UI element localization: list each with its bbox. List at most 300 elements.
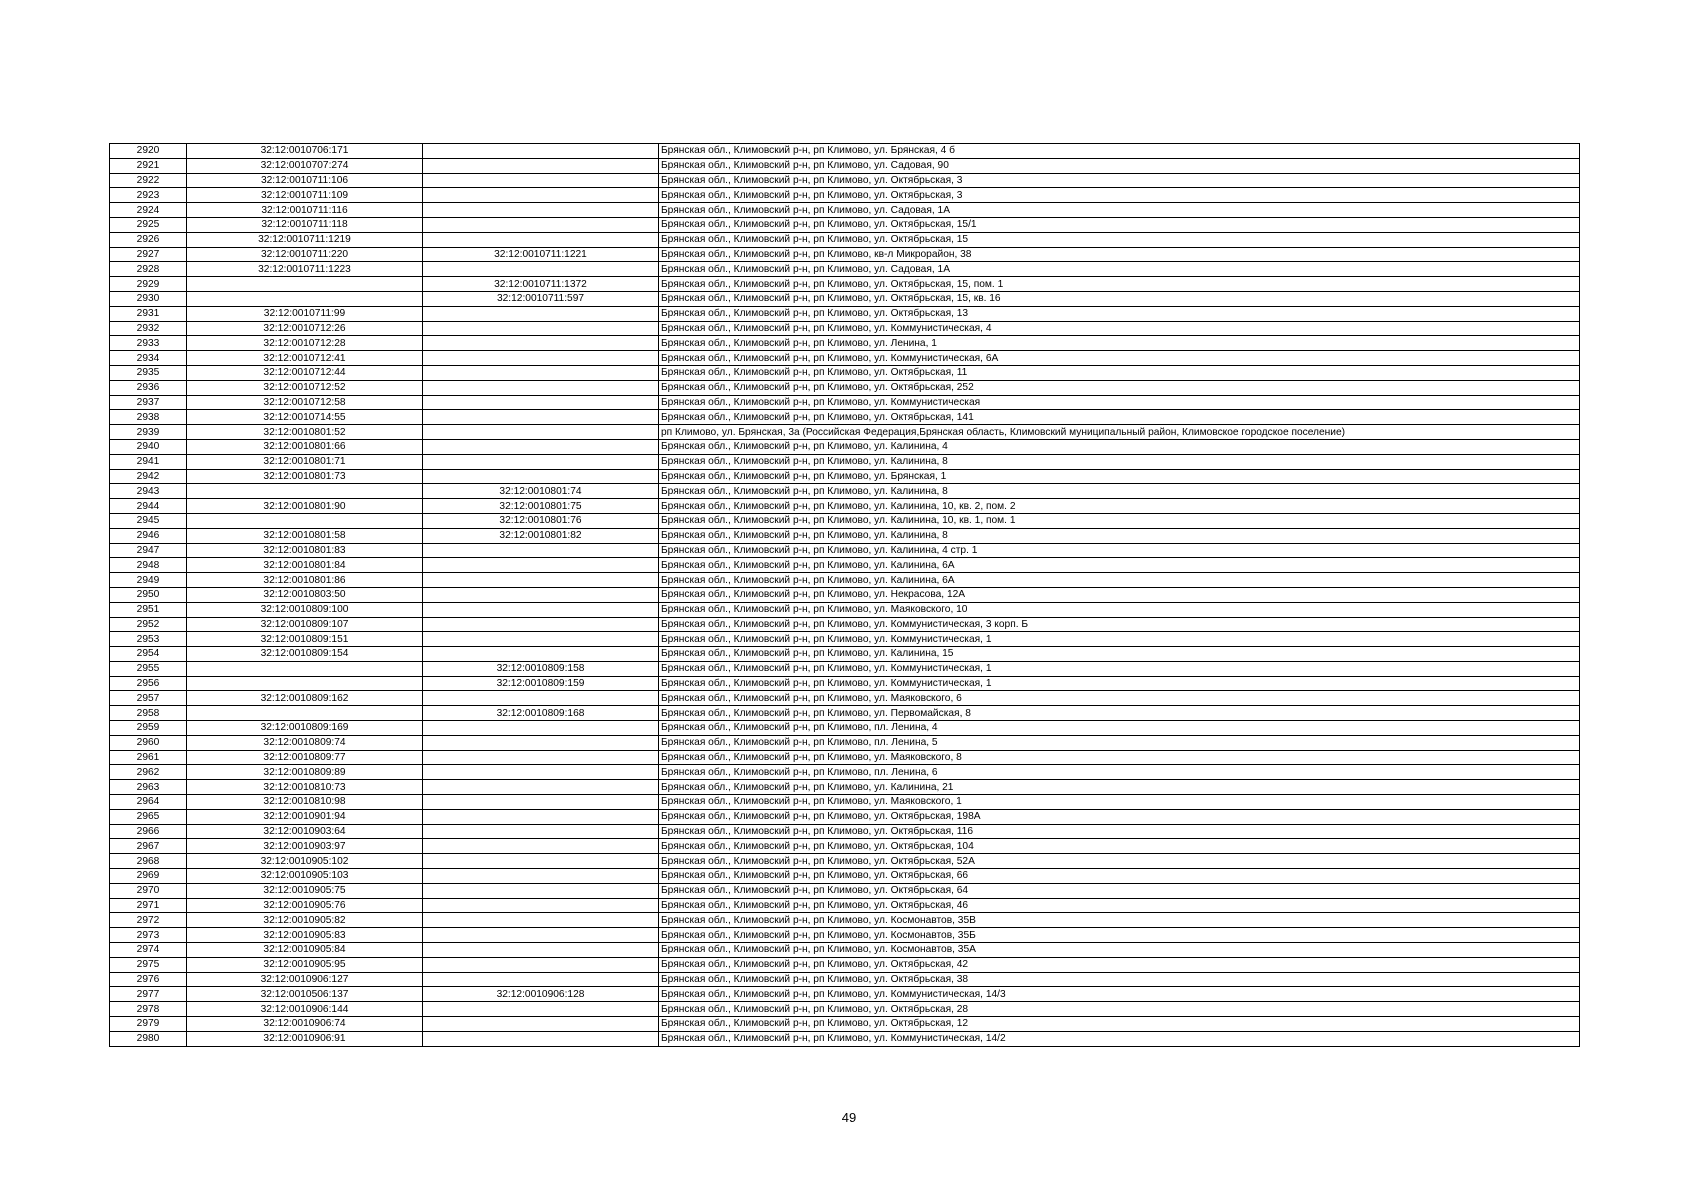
row-number-cell: 2969 — [110, 869, 187, 884]
address-cell: Брянская обл., Климовский р-н, рп Климово, ул. Садовая, 1А — [659, 262, 1580, 277]
cadastral-number-cell: 32:12:0010711:116 — [187, 203, 423, 218]
address-cell: Брянская обл., Климовский р-н, рп Климово, ул. Калинина, 4 стр. 1 — [659, 543, 1580, 558]
cadastral-number-cell: 32:12:0010712:58 — [187, 395, 423, 410]
cadastral-number-cell: 32:12:0010809:74 — [187, 735, 423, 750]
table-row — [110, 395, 1580, 410]
address-cell: Брянская обл., Климовский р-н, рп Климово, ул. Октябрьская, 15, кв. 16 — [659, 291, 1580, 306]
related-cadastral-number-cell — [423, 1017, 659, 1032]
address-cell: Брянская обл., Климовский р-н, рп Климово, ул. Октябрьская, 28 — [659, 1002, 1580, 1017]
table-row — [110, 824, 1580, 839]
related-cadastral-number-cell — [423, 573, 659, 588]
row-number-cell: 2957 — [110, 691, 187, 706]
table-row — [110, 454, 1580, 469]
cadastral-number-cell: 32:12:0010801:71 — [187, 454, 423, 469]
cadastral-number-cell: 32:12:0010905:82 — [187, 913, 423, 928]
table-row — [110, 558, 1580, 573]
row-number-cell: 2928 — [110, 262, 187, 277]
row-number-cell: 2951 — [110, 602, 187, 617]
table-row — [110, 247, 1580, 262]
cadastral-number-cell: 32:12:0010905:103 — [187, 869, 423, 884]
address-cell: Брянская обл., Климовский р-н, рп Климово, ул. Октябрьская, 15, пом. 1 — [659, 277, 1580, 292]
related-cadastral-number-cell — [423, 203, 659, 218]
row-number-cell: 2960 — [110, 735, 187, 750]
table-row — [110, 351, 1580, 366]
related-cadastral-number-cell — [423, 869, 659, 884]
page-number: 49 — [841, 1110, 857, 1125]
address-cell: Брянская обл., Климовский р-н, рп Климово, ул. Коммунистическая, 1 — [659, 676, 1580, 691]
row-number-cell: 2965 — [110, 809, 187, 824]
related-cadastral-number-cell — [423, 750, 659, 765]
cadastral-number-cell: 32:12:0010809:107 — [187, 617, 423, 632]
related-cadastral-number-cell — [423, 306, 659, 321]
cadastral-number-cell — [187, 277, 423, 292]
address-cell: Брянская обл., Климовский р-н, рп Климово, ул. Калинина, 10, кв. 1, пом. 1 — [659, 513, 1580, 528]
cadastral-number-cell — [187, 484, 423, 499]
related-cadastral-number-cell — [423, 144, 659, 159]
address-cell: Брянская обл., Климовский р-н, рп Климово, ул. Октябрьская, 13 — [659, 306, 1580, 321]
related-cadastral-number-cell — [423, 158, 659, 173]
table-row — [110, 543, 1580, 558]
table-row — [110, 262, 1580, 277]
row-number-cell: 2927 — [110, 247, 187, 262]
table-row — [110, 957, 1580, 972]
address-cell: Брянская обл., Климовский р-н, рп Климово, ул. Первомайская, 8 — [659, 706, 1580, 721]
related-cadastral-number-cell — [423, 824, 659, 839]
cadastral-number-cell: 32:12:0010706:171 — [187, 144, 423, 159]
related-cadastral-number-cell — [423, 972, 659, 987]
row-number-cell: 2930 — [110, 291, 187, 306]
address-cell: рп Климово, ул. Брянская, 3а (Российская Федерация,Брянская область, Климовский муниципальный район, Климовское городское поселение) — [659, 425, 1580, 440]
row-number-cell: 2932 — [110, 321, 187, 336]
row-number-cell: 2921 — [110, 158, 187, 173]
cadastral-number-cell: 32:12:0010809:151 — [187, 632, 423, 647]
related-cadastral-number-cell: 32:12:0010801:74 — [423, 484, 659, 499]
cadastral-number-cell: 32:12:0010905:75 — [187, 883, 423, 898]
related-cadastral-number-cell — [423, 558, 659, 573]
row-number-cell: 2936 — [110, 380, 187, 395]
table-row — [110, 735, 1580, 750]
address-cell: Брянская обл., Климовский р-н, рп Климово, ул. Октябрьская, 46 — [659, 898, 1580, 913]
address-cell: Брянская обл., Климовский р-н, рп Климово, ул. Коммунистическая, 14/3 — [659, 987, 1580, 1002]
cadastral-number-cell: 32:12:0010711:1219 — [187, 232, 423, 247]
table-row — [110, 721, 1580, 736]
row-number-cell: 2944 — [110, 499, 187, 514]
cadastral-number-cell: 32:12:0010809:89 — [187, 765, 423, 780]
cadastral-number-cell: 32:12:0010801:90 — [187, 499, 423, 514]
related-cadastral-number-cell: 32:12:0010801:76 — [423, 513, 659, 528]
row-number-cell: 2973 — [110, 928, 187, 943]
related-cadastral-number-cell — [423, 469, 659, 484]
related-cadastral-number-cell: 32:12:0010906:128 — [423, 987, 659, 1002]
row-number-cell: 2942 — [110, 469, 187, 484]
cadastral-number-cell: 32:12:0010711:109 — [187, 188, 423, 203]
table-row — [110, 972, 1580, 987]
related-cadastral-number-cell — [423, 188, 659, 203]
related-cadastral-number-cell — [423, 928, 659, 943]
table-row — [110, 913, 1580, 928]
table-row — [110, 750, 1580, 765]
row-number-cell: 2972 — [110, 913, 187, 928]
table-row — [110, 898, 1580, 913]
address-cell: Брянская обл., Климовский р-н, рп Климово, ул. Маяковского, 6 — [659, 691, 1580, 706]
cadastral-number-cell: 32:12:0010801:86 — [187, 573, 423, 588]
table-row — [110, 809, 1580, 824]
row-number-cell: 2954 — [110, 647, 187, 662]
table-row — [110, 883, 1580, 898]
table-row — [110, 928, 1580, 943]
address-cell: Брянская обл., Климовский р-н, рп Климово, ул. Калинина, 8 — [659, 528, 1580, 543]
registry-table — [109, 143, 1580, 1047]
address-cell: Брянская обл., Климовский р-н, рп Климово, ул. Октябрьская, 64 — [659, 883, 1580, 898]
cadastral-number-cell: 32:12:0010712:28 — [187, 336, 423, 351]
related-cadastral-number-cell: 32:12:0010809:159 — [423, 676, 659, 691]
cadastral-number-cell: 32:12:0010803:50 — [187, 587, 423, 602]
table-row — [110, 1002, 1580, 1017]
table-row — [110, 839, 1580, 854]
row-number-cell: 2947 — [110, 543, 187, 558]
row-number-cell: 2967 — [110, 839, 187, 854]
cadastral-number-cell: 32:12:0010801:83 — [187, 543, 423, 558]
related-cadastral-number-cell — [423, 262, 659, 277]
cadastral-number-cell: 32:12:0010810:98 — [187, 795, 423, 810]
table-row — [110, 943, 1580, 958]
table-row — [110, 158, 1580, 173]
table-row — [110, 425, 1580, 440]
related-cadastral-number-cell — [423, 217, 659, 232]
address-cell: Брянская обл., Климовский р-н, рп Климово, ул. Октябрьская, 252 — [659, 380, 1580, 395]
cadastral-number-cell: 32:12:0010712:52 — [187, 380, 423, 395]
address-cell: Брянская обл., Климовский р-н, рп Климово, ул. Калинина, 21 — [659, 780, 1580, 795]
cadastral-number-cell: 32:12:0010810:73 — [187, 780, 423, 795]
related-cadastral-number-cell — [423, 957, 659, 972]
table-row — [110, 173, 1580, 188]
related-cadastral-number-cell: 32:12:0010809:158 — [423, 661, 659, 676]
row-number-cell: 2963 — [110, 780, 187, 795]
table-row — [110, 780, 1580, 795]
related-cadastral-number-cell — [423, 913, 659, 928]
address-cell: Брянская обл., Климовский р-н, рп Климово, ул. Маяковского, 1 — [659, 795, 1580, 810]
row-number-cell: 2964 — [110, 795, 187, 810]
address-cell: Брянская обл., Климовский р-н, рп Климово, ул. Садовая, 1А — [659, 203, 1580, 218]
row-number-cell: 2950 — [110, 587, 187, 602]
table-row — [110, 587, 1580, 602]
related-cadastral-number-cell: 32:12:0010711:597 — [423, 291, 659, 306]
cadastral-number-cell: 32:12:0010901:94 — [187, 809, 423, 824]
related-cadastral-number-cell — [423, 735, 659, 750]
cadastral-number-cell: 32:12:0010809:100 — [187, 602, 423, 617]
table-row — [110, 795, 1580, 810]
cadastral-number-cell: 32:12:0010711:99 — [187, 306, 423, 321]
row-number-cell: 2949 — [110, 573, 187, 588]
related-cadastral-number-cell — [423, 365, 659, 380]
cadastral-number-cell: 32:12:0010711:106 — [187, 173, 423, 188]
cadastral-number-cell: 32:12:0010906:74 — [187, 1017, 423, 1032]
cadastral-number-cell: 32:12:0010714:55 — [187, 410, 423, 425]
address-cell: Брянская обл., Климовский р-н, рп Климово, ул. Калинина, 8 — [659, 484, 1580, 499]
address-cell: Брянская обл., Климовский р-н, рп Климово, ул. Калинина, 8 — [659, 454, 1580, 469]
table-row — [110, 188, 1580, 203]
cadastral-number-cell — [187, 706, 423, 721]
table-row — [110, 232, 1580, 247]
row-number-cell: 2975 — [110, 957, 187, 972]
table-row — [110, 277, 1580, 292]
table-row — [110, 484, 1580, 499]
cadastral-number-cell: 32:12:0010905:76 — [187, 898, 423, 913]
table-row — [110, 706, 1580, 721]
row-number-cell: 2962 — [110, 765, 187, 780]
address-cell: Брянская обл., Климовский р-н, рп Климово, ул. Калинина, 4 — [659, 439, 1580, 454]
related-cadastral-number-cell: 32:12:0010711:1221 — [423, 247, 659, 262]
address-cell: Брянская обл., Климовский р-н, рп Климово, ул. Коммунистическая, 1 — [659, 661, 1580, 676]
cadastral-number-cell: 32:12:0010905:95 — [187, 957, 423, 972]
table-row — [110, 306, 1580, 321]
table-row — [110, 602, 1580, 617]
address-cell: Брянская обл., Климовский р-н, рп Климово, ул. Коммунистическая, 1 — [659, 632, 1580, 647]
cadastral-number-cell — [187, 513, 423, 528]
row-number-cell: 2926 — [110, 232, 187, 247]
related-cadastral-number-cell — [423, 602, 659, 617]
address-cell: Брянская обл., Климовский р-н, рп Климово, ул. Брянская, 4 б — [659, 144, 1580, 159]
related-cadastral-number-cell — [423, 765, 659, 780]
table-row — [110, 1031, 1580, 1046]
row-number-cell: 2980 — [110, 1031, 187, 1046]
row-number-cell: 2961 — [110, 750, 187, 765]
address-cell: Брянская обл., Климовский р-н, рп Климово, ул. Брянская, 1 — [659, 469, 1580, 484]
table-row — [110, 144, 1580, 159]
related-cadastral-number-cell — [423, 839, 659, 854]
related-cadastral-number-cell: 32:12:0010809:168 — [423, 706, 659, 721]
related-cadastral-number-cell: 32:12:0010801:82 — [423, 528, 659, 543]
address-cell: Брянская обл., Климовский р-н, рп Климово, ул. Космонавтов, 35А — [659, 943, 1580, 958]
row-number-cell: 2953 — [110, 632, 187, 647]
row-number-cell: 2945 — [110, 513, 187, 528]
row-number-cell: 2943 — [110, 484, 187, 499]
cadastral-number-cell: 32:12:0010809:154 — [187, 647, 423, 662]
related-cadastral-number-cell: 32:12:0010711:1372 — [423, 277, 659, 292]
table-row — [110, 854, 1580, 869]
cadastral-number-cell: 32:12:0010905:84 — [187, 943, 423, 958]
related-cadastral-number-cell — [423, 336, 659, 351]
cadastral-number-cell: 32:12:0010712:26 — [187, 321, 423, 336]
row-number-cell: 2937 — [110, 395, 187, 410]
cadastral-number-cell: 32:12:0010801:52 — [187, 425, 423, 440]
table-row — [110, 336, 1580, 351]
address-cell: Брянская обл., Климовский р-н, рп Климово, ул. Октябрьская, 3 — [659, 173, 1580, 188]
cadastral-number-cell: 32:12:0010801:73 — [187, 469, 423, 484]
table-row — [110, 410, 1580, 425]
table-row — [110, 987, 1580, 1002]
cadastral-number-cell: 32:12:0010903:97 — [187, 839, 423, 854]
address-cell: Брянская обл., Климовский р-н, рп Климово, ул. Калинина, 6А — [659, 558, 1580, 573]
row-number-cell: 2952 — [110, 617, 187, 632]
row-number-cell: 2956 — [110, 676, 187, 691]
related-cadastral-number-cell: 32:12:0010801:75 — [423, 499, 659, 514]
related-cadastral-number-cell — [423, 395, 659, 410]
related-cadastral-number-cell — [423, 380, 659, 395]
row-number-cell: 2971 — [110, 898, 187, 913]
row-number-cell: 2968 — [110, 854, 187, 869]
cadastral-number-cell: 32:12:0010906:144 — [187, 1002, 423, 1017]
address-cell: Брянская обл., Климовский р-н, рп Климово, ул. Октябрьская, 12 — [659, 1017, 1580, 1032]
row-number-cell: 2955 — [110, 661, 187, 676]
cadastral-number-cell: 32:12:0010906:91 — [187, 1031, 423, 1046]
table-row — [110, 661, 1580, 676]
table-row — [110, 676, 1580, 691]
related-cadastral-number-cell — [423, 809, 659, 824]
row-number-cell: 2920 — [110, 144, 187, 159]
row-number-cell: 2939 — [110, 425, 187, 440]
cadastral-number-cell: 32:12:0010905:83 — [187, 928, 423, 943]
related-cadastral-number-cell — [423, 543, 659, 558]
cadastral-number-cell: 32:12:0010711:118 — [187, 217, 423, 232]
row-number-cell: 2925 — [110, 217, 187, 232]
cadastral-number-cell: 32:12:0010906:127 — [187, 972, 423, 987]
address-cell: Брянская обл., Климовский р-н, рп Климово, ул. Октябрьская, 141 — [659, 410, 1580, 425]
table-row — [110, 499, 1580, 514]
related-cadastral-number-cell — [423, 439, 659, 454]
cadastral-number-cell: 32:12:0010711:1223 — [187, 262, 423, 277]
related-cadastral-number-cell — [423, 691, 659, 706]
row-number-cell: 2979 — [110, 1017, 187, 1032]
row-number-cell: 2934 — [110, 351, 187, 366]
table-row — [110, 528, 1580, 543]
related-cadastral-number-cell — [423, 587, 659, 602]
related-cadastral-number-cell — [423, 173, 659, 188]
related-cadastral-number-cell — [423, 943, 659, 958]
address-cell: Брянская обл., Климовский р-н, рп Климово, ул. Космонавтов, 35Б — [659, 928, 1580, 943]
related-cadastral-number-cell — [423, 883, 659, 898]
related-cadastral-number-cell — [423, 854, 659, 869]
table-row — [110, 869, 1580, 884]
row-number-cell: 2935 — [110, 365, 187, 380]
row-number-cell: 2946 — [110, 528, 187, 543]
address-cell: Брянская обл., Климовский р-н, рп Климово, ул. Космонавтов, 35В — [659, 913, 1580, 928]
cadastral-number-cell: 32:12:0010711:220 — [187, 247, 423, 262]
related-cadastral-number-cell — [423, 617, 659, 632]
related-cadastral-number-cell — [423, 321, 659, 336]
table-row — [110, 765, 1580, 780]
row-number-cell: 2976 — [110, 972, 187, 987]
table-row — [110, 573, 1580, 588]
table-row — [110, 513, 1580, 528]
related-cadastral-number-cell — [423, 425, 659, 440]
table-row — [110, 321, 1580, 336]
cadastral-number-cell: 32:12:0010712:44 — [187, 365, 423, 380]
table-row — [110, 647, 1580, 662]
row-number-cell: 2959 — [110, 721, 187, 736]
cadastral-number-cell: 32:12:0010712:41 — [187, 351, 423, 366]
address-cell: Брянская обл., Климовский р-н, рп Климово, ул. Октябрьская, 66 — [659, 869, 1580, 884]
address-cell: Брянская обл., Климовский р-н, рп Климово, ул. Коммунистическая, 14/2 — [659, 1031, 1580, 1046]
cadastral-number-cell: 32:12:0010506:137 — [187, 987, 423, 1002]
address-cell: Брянская обл., Климовский р-н, рп Климово, ул. Некрасова, 12А — [659, 587, 1580, 602]
address-cell: Брянская обл., Климовский р-н, рп Климово, ул. Октябрьская, 3 — [659, 188, 1580, 203]
address-cell: Брянская обл., Климовский р-н, рп Климово, ул. Октябрьская, 198А — [659, 809, 1580, 824]
related-cadastral-number-cell — [423, 647, 659, 662]
related-cadastral-number-cell — [423, 410, 659, 425]
row-number-cell: 2929 — [110, 277, 187, 292]
table-row — [110, 691, 1580, 706]
row-number-cell: 2933 — [110, 336, 187, 351]
related-cadastral-number-cell — [423, 721, 659, 736]
address-cell: Брянская обл., Климовский р-н, рп Климово, ул. Октябрьская, 11 — [659, 365, 1580, 380]
row-number-cell: 2966 — [110, 824, 187, 839]
address-cell: Брянская обл., Климовский р-н, рп Климово, ул. Октябрьская, 52А — [659, 854, 1580, 869]
table-row — [110, 365, 1580, 380]
cadastral-number-cell — [187, 676, 423, 691]
address-cell: Брянская обл., Климовский р-н, рп Климово, ул. Калинина, 6А — [659, 573, 1580, 588]
table-row — [110, 291, 1580, 306]
address-cell: Брянская обл., Климовский р-н, рп Климово, ул. Коммунистическая, 6А — [659, 351, 1580, 366]
row-number-cell: 2970 — [110, 883, 187, 898]
row-number-cell: 2974 — [110, 943, 187, 958]
address-cell: Брянская обл., Климовский р-н, рп Климово, ул. Октябрьская, 116 — [659, 824, 1580, 839]
table-row — [110, 469, 1580, 484]
related-cadastral-number-cell — [423, 795, 659, 810]
cadastral-number-cell — [187, 661, 423, 676]
related-cadastral-number-cell — [423, 1002, 659, 1017]
row-number-cell: 2922 — [110, 173, 187, 188]
cadastral-number-cell: 32:12:0010801:84 — [187, 558, 423, 573]
cadastral-number-cell: 32:12:0010809:162 — [187, 691, 423, 706]
address-cell: Брянская обл., Климовский р-н, рп Климово, ул. Октябрьская, 104 — [659, 839, 1580, 854]
address-cell: Брянская обл., Климовский р-н, рп Климово, ул. Октябрьская, 42 — [659, 957, 1580, 972]
table-row — [110, 632, 1580, 647]
related-cadastral-number-cell — [423, 780, 659, 795]
table-row — [110, 439, 1580, 454]
row-number-cell: 2958 — [110, 706, 187, 721]
cadastral-number-cell: 32:12:0010801:58 — [187, 528, 423, 543]
row-number-cell: 2938 — [110, 410, 187, 425]
table-row — [110, 1017, 1580, 1032]
address-cell: Брянская обл., Климовский р-н, рп Климово, ул. Садовая, 90 — [659, 158, 1580, 173]
row-number-cell: 2924 — [110, 203, 187, 218]
address-cell: Брянская обл., Климовский р-н, рп Климово, пл. Ленина, 6 — [659, 765, 1580, 780]
address-cell: Брянская обл., Климовский р-н, рп Климово, ул. Калинина, 15 — [659, 647, 1580, 662]
address-cell: Брянская обл., Климовский р-н, рп Климово, пл. Ленина, 5 — [659, 735, 1580, 750]
address-cell: Брянская обл., Климовский р-н, рп Климово, ул. Коммунистическая, 4 — [659, 321, 1580, 336]
address-cell: Брянская обл., Климовский р-н, рп Климово, пл. Ленина, 4 — [659, 721, 1580, 736]
address-cell: Брянская обл., Климовский р-н, рп Климово, ул. Калинина, 10, кв. 2, пом. 2 — [659, 499, 1580, 514]
address-cell: Брянская обл., Климовский р-н, рп Климово, ул. Октябрьская, 15/1 — [659, 217, 1580, 232]
cadastral-number-cell: 32:12:0010801:66 — [187, 439, 423, 454]
address-cell: Брянская обл., Климовский р-н, рп Климово, ул. Ленина, 1 — [659, 336, 1580, 351]
registry-table-body — [110, 144, 1580, 1047]
cadastral-number-cell: 32:12:0010903:64 — [187, 824, 423, 839]
address-cell: Брянская обл., Климовский р-н, рп Климово, ул. Коммунистическая — [659, 395, 1580, 410]
address-cell: Брянская обл., Климовский р-н, рп Климово, ул. Маяковского, 8 — [659, 750, 1580, 765]
related-cadastral-number-cell — [423, 454, 659, 469]
address-cell: Брянская обл., Климовский р-н, рп Климово, ул. Октябрьская, 15 — [659, 232, 1580, 247]
address-cell: Брянская обл., Климовский р-н, рп Климово, ул. Маяковского, 10 — [659, 602, 1580, 617]
row-number-cell: 2940 — [110, 439, 187, 454]
address-cell: Брянская обл., Климовский р-н, рп Климово, ул. Октябрьская, 38 — [659, 972, 1580, 987]
table-row — [110, 617, 1580, 632]
cadastral-number-cell: 32:12:0010809:169 — [187, 721, 423, 736]
cadastral-number-cell: 32:12:0010905:102 — [187, 854, 423, 869]
cadastral-number-cell: 32:12:0010707:274 — [187, 158, 423, 173]
table-row — [110, 380, 1580, 395]
table-row — [110, 217, 1580, 232]
row-number-cell: 2978 — [110, 1002, 187, 1017]
related-cadastral-number-cell — [423, 1031, 659, 1046]
row-number-cell: 2948 — [110, 558, 187, 573]
related-cadastral-number-cell — [423, 232, 659, 247]
row-number-cell: 2931 — [110, 306, 187, 321]
address-cell: Брянская обл., Климовский р-н, рп Климово, ул. Коммунистическая, 3 корп. Б — [659, 617, 1580, 632]
table-row — [110, 203, 1580, 218]
cadastral-number-cell: 32:12:0010809:77 — [187, 750, 423, 765]
